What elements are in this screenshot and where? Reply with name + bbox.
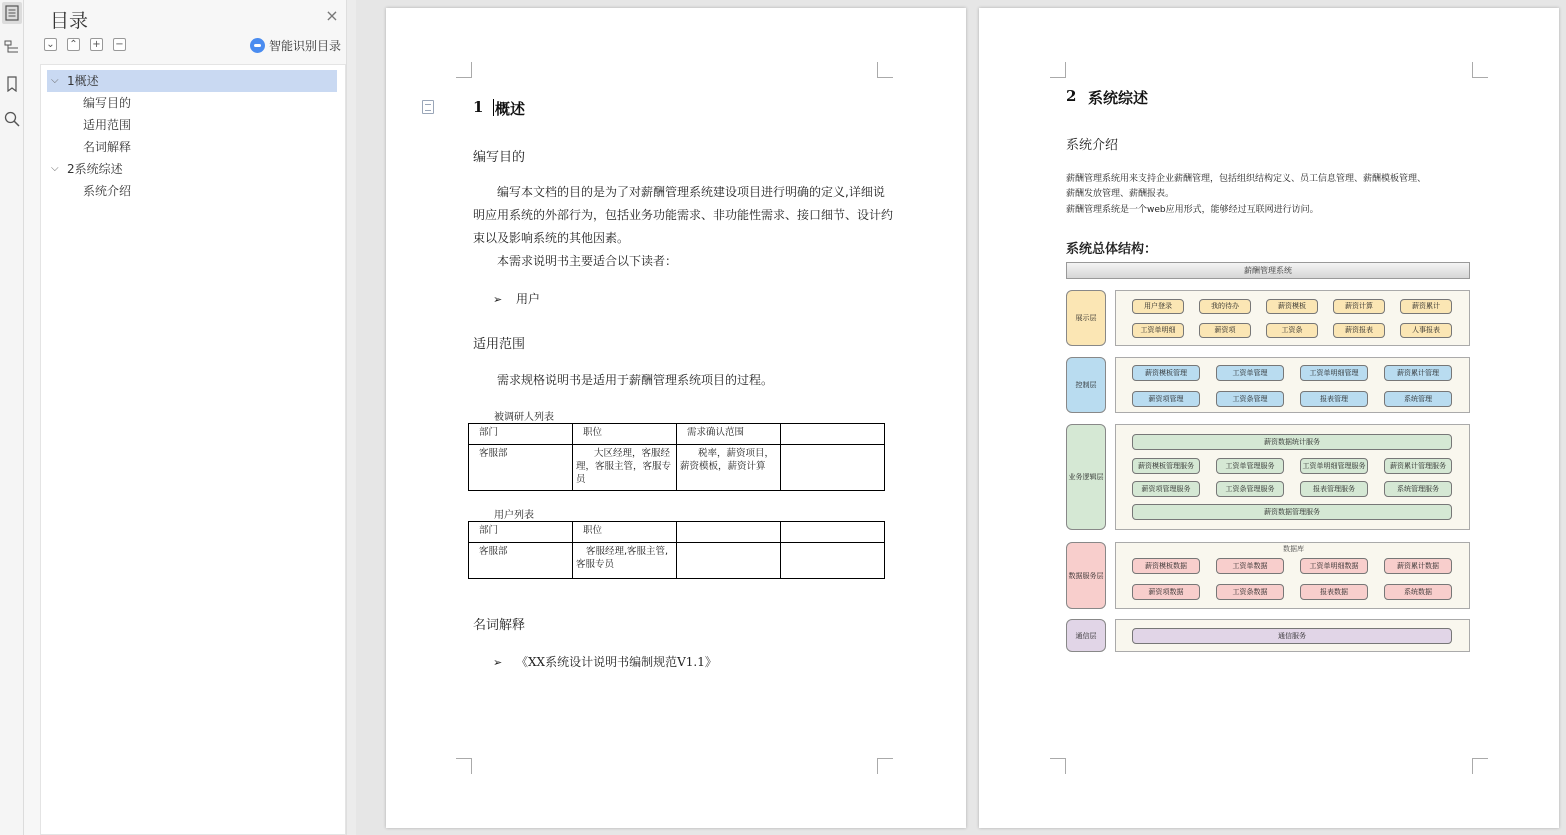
heading-system-intro: 系统介绍 [1066, 138, 1119, 153]
side-rail [0, 0, 24, 835]
module-box: 薪资计算 [1333, 299, 1385, 314]
paragraph-line: 薪酬管理系统用来支持企业薪酬管理，包括组织结构定义、员工信息管理、薪酬模板管理、 [1066, 174, 1427, 184]
crop-mark [1050, 758, 1066, 774]
structure-icon[interactable] [2, 36, 22, 58]
layer-label-data: 数据服务层 [1066, 542, 1106, 609]
table-row [469, 445, 885, 491]
module-box: 系统管理服务 [1384, 481, 1452, 497]
paragraph-layout-icon[interactable] [422, 100, 434, 114]
table-header: 部门 [469, 522, 573, 543]
toc-item-1[interactable] [47, 70, 337, 92]
module-box: 工资条管理服务 [1216, 481, 1284, 497]
table-cell: 大区经理，客服经理，客服主管，客服专员 [573, 445, 677, 491]
heading-glossary: 名词解释 [473, 618, 526, 633]
toc-item-label: 2系统综述 [67, 162, 123, 176]
module-box: 薪资数据管理服务 [1132, 504, 1452, 520]
module-box: 工资单明细管理 [1300, 365, 1368, 381]
toc-title: 目录 [50, 10, 89, 32]
bookmark-icon[interactable] [2, 73, 22, 95]
layer-presentation [1115, 290, 1470, 346]
layer-communication [1115, 619, 1470, 652]
module-box: 薪资项管理 [1132, 391, 1200, 407]
module-box: 薪资数据统计服务 [1132, 434, 1452, 450]
remove-level-button[interactable]: − [113, 38, 126, 51]
module-box: 报表管理 [1300, 391, 1368, 407]
toc-panel [24, 0, 356, 835]
interviewee-table [468, 423, 885, 491]
layer-label-business: 业务逻辑层 [1066, 424, 1106, 530]
crop-mark [877, 758, 893, 774]
user-table [468, 521, 885, 579]
toc-item-1-3[interactable] [47, 136, 337, 158]
paragraph-line: 需求规格说明书是适用于薪酬管理系统项目的过程。 [497, 373, 774, 387]
layer-business [1115, 424, 1470, 530]
toc-item-2[interactable] [47, 158, 337, 180]
module-box: 工资条 [1266, 323, 1318, 338]
layer-label-control: 控制层 [1066, 357, 1106, 413]
module-box: 我的待办 [1199, 299, 1251, 314]
table-header [781, 522, 885, 543]
chevron-down-icon[interactable]: ⌵ [51, 163, 59, 174]
heading-purpose: 编写目的 [473, 150, 526, 165]
toc-item-2-1[interactable] [47, 180, 337, 202]
table-cell [781, 543, 885, 579]
toc-item-label: 编写目的 [83, 96, 132, 110]
document-page-2[interactable] [979, 8, 1559, 828]
toc-item-1-2[interactable] [47, 114, 337, 136]
add-level-button[interactable]: + [90, 38, 103, 51]
heading-scope: 适用范围 [473, 337, 526, 352]
module-box: 工资条管理 [1216, 391, 1284, 407]
module-box: 用户登录 [1132, 299, 1184, 314]
crop-mark [456, 62, 472, 78]
layer-label-communication: 通信层 [1066, 619, 1106, 652]
document-page-1[interactable] [386, 8, 966, 828]
module-box: 薪资项数据 [1132, 584, 1200, 600]
heading-1-title: 概述 [495, 100, 526, 118]
toc-toolbar [44, 38, 126, 51]
paragraph-line: 薪酬管理系统是一个web应用形式，能够经过互联网进行访问。 [1066, 205, 1319, 215]
module-box: 工资单管理服务 [1216, 458, 1284, 474]
toc-item-label: 1概述 [67, 74, 99, 88]
module-box: 薪资累计管理服务 [1384, 458, 1452, 474]
table-caption: 被调研人列表 [494, 412, 554, 423]
table-header [677, 522, 781, 543]
bullet-item: 《XX系统设计说明书编制规范V1.1》 [516, 655, 717, 669]
module-box: 薪资模板 [1266, 299, 1318, 314]
heading-1-number: 2 [1066, 87, 1077, 105]
ai-toc-button[interactable] [250, 37, 341, 54]
architecture-title-bar: 薪酬管理系统 [1066, 262, 1470, 279]
collapse-all-button[interactable]: ⌃ [67, 38, 80, 51]
crop-mark [1472, 758, 1488, 774]
table-header: 职位 [573, 424, 677, 445]
expand-all-button[interactable]: ⌄ [44, 38, 57, 51]
crop-mark [1050, 62, 1066, 78]
panel-splitter[interactable] [346, 0, 356, 835]
paragraph-line: 编写本文档的目的是为了对薪酬管理系统建设项目进行明确的定义,详细说 [497, 185, 885, 199]
toc-item-label: 适用范围 [83, 118, 132, 132]
toc-icon[interactable] [2, 2, 22, 24]
table-header: 部门 [469, 424, 573, 445]
module-box: 薪资累计 [1400, 299, 1452, 314]
table-cell [781, 445, 885, 491]
paragraph-line: 明应用系统的外部行为，包括业务功能需求、非功能性需求、接口细节、设计约 [473, 208, 894, 222]
paragraph-line: 薪酬发放管理、薪酬报表。 [1066, 189, 1175, 199]
table-cell: 税率，薪资项目，薪资模板，薪资计算 [677, 445, 781, 491]
module-box: 薪资模板管理服务 [1132, 458, 1200, 474]
paragraph-line: 本需求说明书主要适合以下读者： [497, 254, 678, 268]
crop-mark [1472, 62, 1488, 78]
module-box: 工资单明细数据 [1300, 558, 1368, 574]
table-cell: 客服经理,客服主管,客服专员 [573, 543, 677, 579]
module-box: 薪资模板数据 [1132, 558, 1200, 574]
module-box: 工资单明细管理服务 [1300, 458, 1368, 474]
database-caption: 数据库 [1283, 545, 1304, 553]
table-header [781, 424, 885, 445]
table-header: 职位 [573, 522, 677, 543]
module-box: 薪资项 [1199, 323, 1251, 338]
module-box: 薪资模板管理 [1132, 365, 1200, 381]
bullet-item: 用户 [516, 292, 541, 306]
chevron-down-icon[interactable]: ⌵ [51, 75, 59, 86]
table-cell: 客服部 [469, 543, 573, 579]
bullet-arrow-icon: ➢ [493, 293, 503, 306]
module-box: 系统数据 [1384, 584, 1452, 600]
crop-mark [877, 62, 893, 78]
heading-1-title: 系统综述 [1088, 89, 1149, 107]
ai-toc-label: 智能识别目录 [269, 39, 342, 53]
heading-architecture: 系统总体结构： [1066, 242, 1158, 257]
module-box: 工资单明细 [1132, 323, 1184, 338]
toc-item-label: 名词解释 [83, 140, 132, 154]
module-box: 人事报表 [1400, 323, 1452, 338]
table-caption: 用户列表 [494, 510, 534, 521]
close-icon[interactable]: × [325, 6, 339, 25]
text-cursor [493, 99, 494, 116]
paragraph-line: 束以及影响系统的其他因素。 [473, 231, 630, 245]
module-box: 薪资报表 [1333, 323, 1385, 338]
crop-mark [456, 758, 472, 774]
ai-assistant-icon [250, 38, 265, 53]
layer-data [1115, 542, 1470, 609]
layer-label-presentation: 展示层 [1066, 290, 1106, 346]
toc-item-1-1[interactable] [47, 92, 337, 114]
module-box: 报表管理服务 [1300, 481, 1368, 497]
module-box: 通信服务 [1132, 628, 1452, 644]
module-box: 系统管理 [1384, 391, 1452, 407]
toc-item-label: 系统介绍 [83, 184, 132, 198]
module-box: 工资单数据 [1216, 558, 1284, 574]
layer-control [1115, 357, 1470, 413]
search-icon[interactable] [2, 108, 22, 130]
module-box: 工资单管理 [1216, 365, 1284, 381]
module-box: 薪资累计数据 [1384, 558, 1452, 574]
table-row [469, 543, 885, 579]
table-header: 需求确认范围 [677, 424, 781, 445]
module-box: 工资条数据 [1216, 584, 1284, 600]
table-cell [677, 543, 781, 579]
bullet-arrow-icon: ➢ [493, 656, 503, 669]
toc-list [40, 64, 346, 835]
module-box: 薪资项管理服务 [1132, 481, 1200, 497]
table-cell: 客服部 [469, 445, 573, 491]
module-box: 报表数据 [1300, 584, 1368, 600]
heading-1-number: 1 [473, 98, 484, 116]
module-box: 薪资累计管理 [1384, 365, 1452, 381]
